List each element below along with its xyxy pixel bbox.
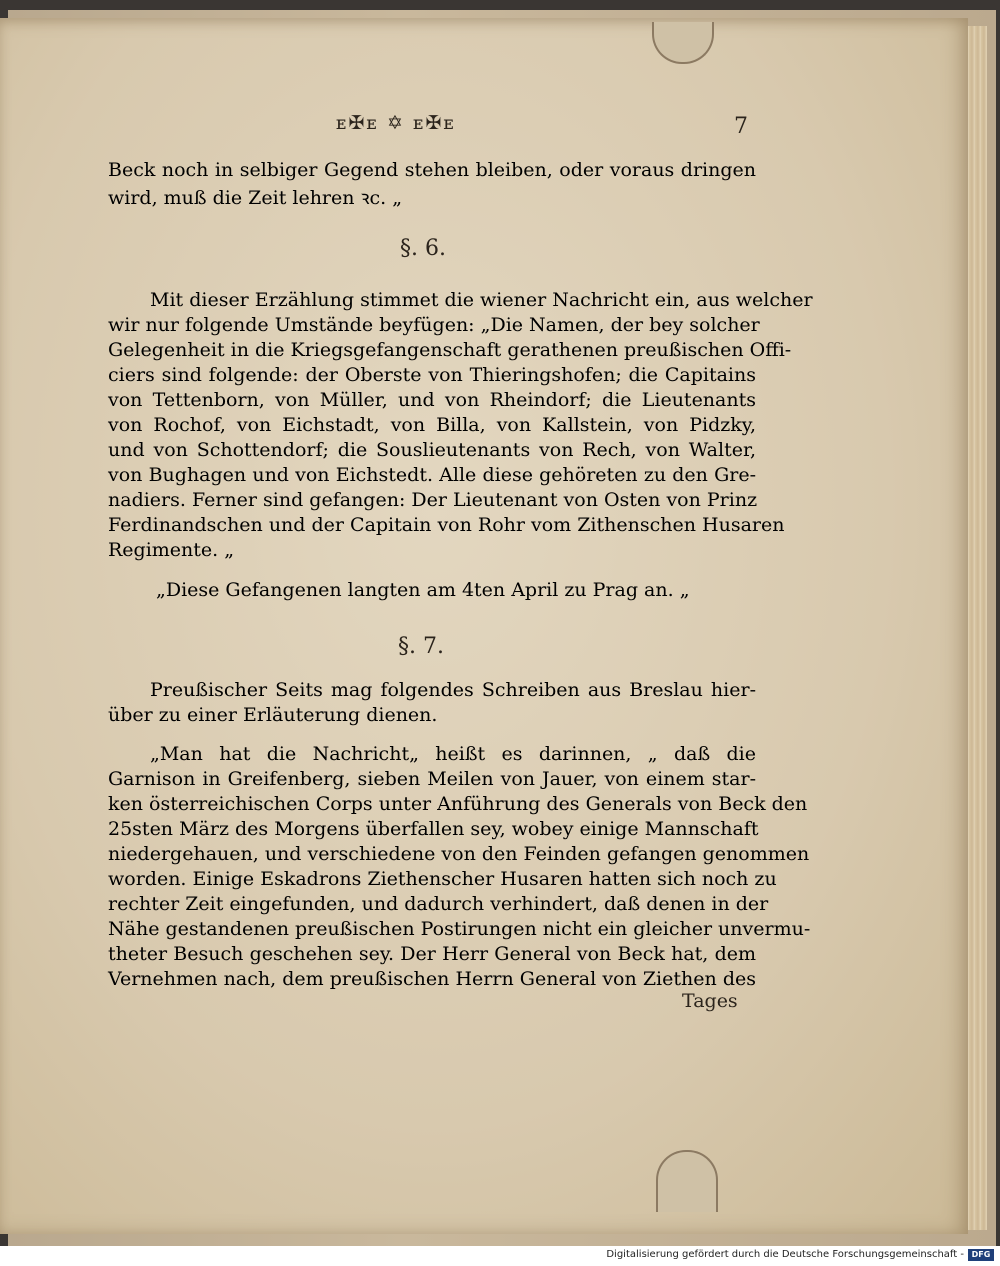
text-line: Preußischer Seits mag folgendes Schreiben aus Breslau hier- <box>150 679 756 701</box>
text-line: Beck noch in selbiger Gegend stehen bleiben, oder voraus dringen <box>108 159 756 181</box>
text-line: ciers sind folgende: der Oberste von Thieringshofen; die Capitains <box>108 364 756 386</box>
bottom-clip <box>656 1150 718 1212</box>
text-line: wir nur folgende Umstände beyfügen: „Die Namen, der bey solcher <box>108 314 760 336</box>
text-line: und von Schottendorf; die Souslieutenants von Rech, von Walter, <box>108 439 756 461</box>
text-line: theter Besuch geschehen sey. Der Herr General von Beck hat, dem <box>108 943 756 965</box>
text-line: Gelegenheit in die Kriegsgefangenschaft gerathenen preußischen Offi- <box>108 339 792 361</box>
text-line: rechter Zeit eingefunden, und dadurch verhindert, daß denen in der <box>108 893 769 915</box>
funding-credit: Digitalisierung gefördert durch die Deutsche Forschungsgemeinschaft - <box>606 1249 964 1260</box>
text-line: 25sten März des Morgens überfallen sey, wobey einige Mannschaft <box>108 818 759 840</box>
text-line: über zu einer Erläuterung dienen. <box>108 704 438 726</box>
footer-bar <box>0 1246 1000 1266</box>
section-heading-6: §. 6. <box>400 236 446 261</box>
dfg-logo: DFG <box>968 1249 994 1261</box>
section-heading-7: §. 7. <box>398 634 444 659</box>
text-line: von Bughagen und von Eichstedt. Alle diese gehöreten zu den Gre- <box>108 464 756 486</box>
text-line: ken österreichischen Corps unter Anführung des Generals von Beck den <box>108 793 808 815</box>
text-line: nadiers. Ferner sind gefangen: Der Lieutenant von Osten von Prinz <box>108 489 758 511</box>
text-line: wird, muß die Zeit lehren ꝛc. „ <box>108 187 403 209</box>
catchword: Tages <box>682 990 738 1012</box>
text-line: niedergehauen, und verschiedene von den Feinden gefangen genommen <box>108 843 810 865</box>
text-line: Nähe gestandenen preußischen Postirungen nicht ein gleicher unvermu- <box>108 918 811 940</box>
text-line: Regimente. „ <box>108 539 235 561</box>
text-line: „Man hat die Nachricht„ heißt es darinnen, „ daß die <box>150 743 756 765</box>
quote-line: „Diese Gefangenen langten am 4ten April zu Prag an. „ <box>156 579 690 601</box>
text-line: von Tettenborn, von Müller, und von Rheindorf; die Lieutenants <box>108 389 756 411</box>
text-line: Vernehmen nach, dem preußischen Herrn General von Ziethen des <box>108 968 756 990</box>
text-line: Garnison in Greifenberg, sieben Meilen von Jauer, von einem star- <box>108 768 756 790</box>
page-number: 7 <box>734 114 748 139</box>
text-line: von Rochof, von Eichstadt, von Billa, von Kallstein, von Pidzky, <box>108 414 756 436</box>
text-line: Mit dieser Erzählung stimmet die wiener Nachricht ein, aus welcher <box>150 289 813 311</box>
header-ornament: ᴇ✠ᴇ ✡ ᴇ✠ᴇ <box>336 112 456 134</box>
text-line: worden. Einige Eskadrons Ziethenscher Husaren hatten sich noch zu <box>108 868 777 890</box>
text-line: Ferdinandschen und der Capitain von Rohr vom Zithenschen Husaren <box>108 514 785 536</box>
